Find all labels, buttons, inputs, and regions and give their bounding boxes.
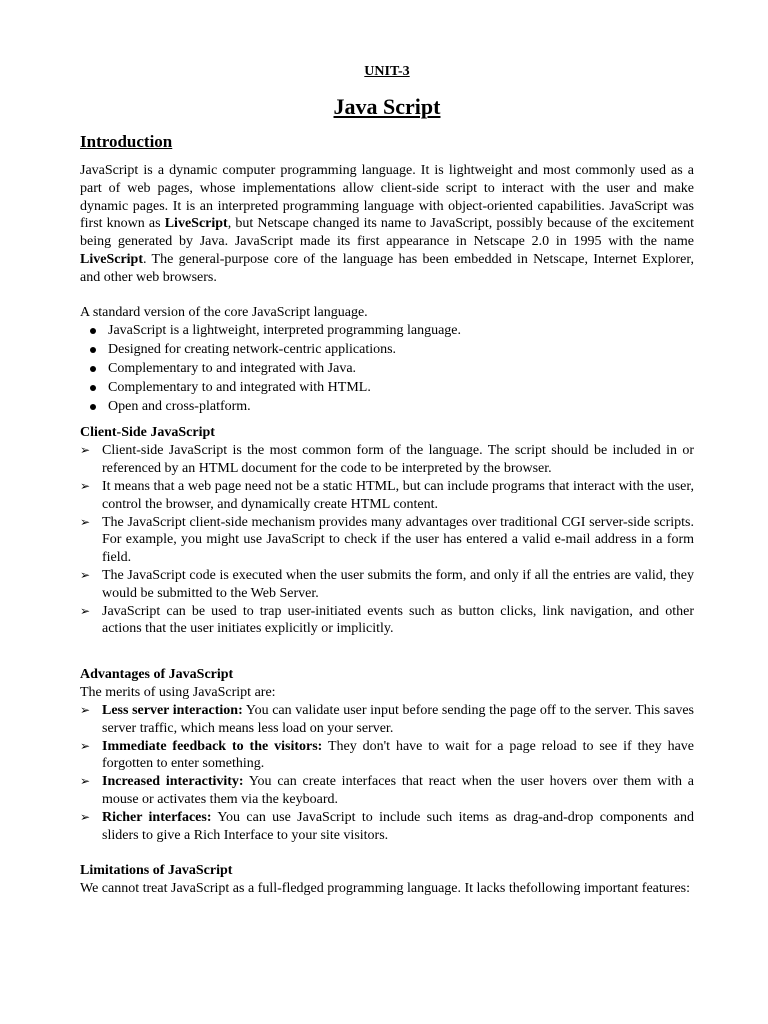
limitations-paragraph: We cannot treat JavaScript as a full-fledged programming language. It lacks thefollowing important features:: [80, 881, 690, 897]
list-item: Complementary to and integrated with HTML.: [80, 379, 694, 398]
bullet-icon: [90, 328, 96, 334]
client-side-list: [80, 442, 694, 638]
arrowhead-icon: ➢: [80, 738, 91, 753]
features-list: [80, 322, 694, 416]
section-gap: [80, 638, 694, 666]
list-item: Open and cross-platform.: [80, 398, 694, 417]
arrowhead-icon: ➢: [80, 702, 91, 717]
section-gap: [80, 844, 694, 862]
bullet-icon: [90, 366, 96, 372]
intro-paragraph: JavaScript is a dynamic computer programming language. It is lightweight and most commonly used as a part of web pages, whose implementations allow client-side script to interact with the user and make dynamic pages. It is an interpreted programming language with object-oriented capabilities. JavaScript was first known as LiveScript, but Netscape changed its name to JavaScript, possibly because of the excitement being generated by Java. JavaScript made its first appearance in Netscape 2.0 in 1995 with the name LiveScript. The general-purpose core of the language has been embedded in Netscape, Internet Explorer, and other web browsers.: [80, 163, 695, 285]
list-item: ➢ Increased interactivity: You can create interfaces that react when the user hovers over them with a mouse or activates them via the keyboard.: [80, 774, 694, 807]
arrowhead-icon: ➢: [80, 603, 91, 618]
paragraph-gap: [80, 287, 694, 304]
bullet-icon: [90, 385, 96, 391]
list-item: ➢ JavaScript can be used to trap user-initiated events such as button clicks, link navigation, and other actions that the user initiates explicitly or implicitly.: [80, 603, 694, 637]
bullet-icon: [90, 404, 96, 410]
list-item: ➢ Client-side JavaScript is the most common form of the language. The script should be included in or referenced by an HTML document for the code to be interpreted by the browser.: [80, 443, 694, 477]
list-item: Designed for creating network-centric applications.: [80, 341, 694, 360]
introduction-heading: Introduction: [80, 132, 173, 151]
arrowhead-icon: ➢: [80, 514, 91, 529]
bullet-icon: [90, 347, 96, 353]
limitations-heading: Limitations of JavaScript: [80, 863, 233, 879]
client-side-heading: Client-Side JavaScript: [80, 425, 215, 441]
arrowhead-icon: ➢: [80, 443, 91, 458]
arrowhead-icon: ➢: [80, 809, 91, 824]
list-item: ➢ The JavaScript client-side mechanism provides many advantages over traditional CGI server-side scripts. For example, you might use JavaScript to check if the user has entered a valid e-mail address in a form field.: [80, 514, 694, 566]
list-item: ➢ Less server interaction: You can validate user input before sending the page off to the server. This saves server traffic, which means less load on your server.: [80, 702, 694, 736]
advantages-list: [80, 702, 694, 844]
advantages-heading: Advantages of JavaScript: [80, 667, 234, 683]
list-item: JavaScript is a lightweight, interpreted programming language.: [80, 322, 694, 341]
list-item: ➢ It means that a web page need not be a static HTML, but can include programs that interact with the user, control the browser, and dynamically create HTML content.: [80, 478, 694, 512]
list-item: Complementary to and integrated with Java.: [80, 360, 694, 379]
arrowhead-icon: ➢: [80, 478, 91, 493]
standard-version-paragraph: A standard version of the core JavaScript language.: [80, 304, 368, 320]
list-item: ➢ The JavaScript code is executed when the user submits the form, and only if all the entries are valid, they would be submitted to the Web Server.: [80, 567, 694, 601]
arrowhead-icon: ➢: [80, 774, 91, 789]
page-title: Java Script: [333, 94, 441, 119]
list-item: ➢ Richer interfaces: You can use JavaScript to include such items as drag-and-drop components and sliders to give a Rich Interface to your site visitors.: [80, 809, 695, 843]
arrowhead-icon: ➢: [80, 567, 91, 582]
advantages-intro: The merits of using JavaScript are:: [80, 685, 276, 701]
unit-label: UNIT-3: [364, 64, 410, 79]
list-item: ➢ Immediate feedback to the visitors: They don't have to wait for a page reload to see if they have forgotten to enter something.: [80, 738, 694, 772]
